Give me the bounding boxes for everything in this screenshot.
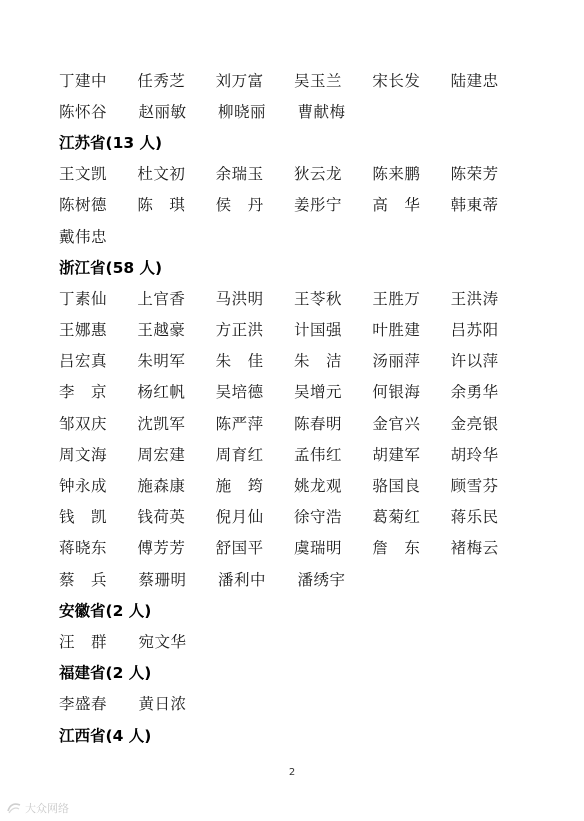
person-name: 钱 凯: [59, 508, 108, 527]
person-name: 吕宏真: [59, 352, 108, 371]
person-name: 何银海: [372, 383, 421, 402]
person-name: 王娜惠: [59, 321, 108, 340]
person-name: 许以萍: [450, 352, 499, 371]
person-name: 王文凯: [59, 165, 108, 184]
person-name: 傅芳芳: [137, 539, 186, 558]
person-name: 黄日浓: [138, 695, 187, 714]
person-name: 王洪涛: [450, 289, 499, 308]
name-row: [59, 438, 529, 469]
person-name: 李 京: [59, 383, 108, 402]
person-name: 葛菊红: [372, 508, 421, 527]
person-name: 计国强: [293, 321, 342, 340]
person-name: 狄云龙: [293, 165, 342, 184]
person-name: 方正洪: [215, 321, 264, 340]
person-name: 任秀芝: [137, 71, 186, 90]
person-name: 王苓秋: [293, 289, 342, 308]
person-name: 汤丽萍: [372, 352, 421, 371]
person-name: 蔡珊明: [138, 570, 187, 589]
person-name: 陈荣芳: [450, 165, 499, 184]
person-name: 杨红帆: [137, 383, 186, 402]
person-name: 姚龙观: [293, 477, 342, 496]
person-name: 陈来鹏: [372, 165, 421, 184]
province-heading: 安徽省(2 人): [59, 601, 152, 620]
person-name: 吕苏阳: [450, 321, 499, 340]
person-name: 韩東蒂: [450, 196, 499, 215]
person-name: 蒋晓东: [59, 539, 108, 558]
person-name: 吴玉兰: [293, 71, 342, 90]
person-name: 胡建军: [372, 445, 421, 464]
person-name: 周宏建: [137, 445, 186, 464]
person-name: 孟伟红: [293, 445, 342, 464]
name-row: [59, 563, 529, 594]
name-list: [59, 64, 529, 750]
page-number: 2: [288, 767, 296, 778]
name-row: [59, 376, 529, 407]
person-name: 宋长发: [372, 71, 421, 90]
person-name: 马洪明: [215, 289, 264, 308]
name-row: [59, 407, 529, 438]
person-name: 金亮银: [450, 414, 499, 433]
person-name: 刘万富: [215, 71, 264, 90]
person-name: 侯 丹: [215, 196, 264, 215]
person-name: 骆国良: [372, 477, 421, 496]
watermark-text: 大众网络: [25, 802, 69, 815]
person-name: 陈严萍: [215, 414, 264, 433]
person-name: 褚梅云: [450, 539, 499, 558]
person-name: 胡玲华: [450, 445, 499, 464]
person-name: 倪月仙: [215, 508, 264, 527]
person-name: 曹献梅: [297, 102, 346, 121]
person-name: 余勇华: [450, 383, 499, 402]
watermark: [6, 800, 69, 816]
person-name: 陈春明: [293, 414, 342, 433]
person-name: 吴培德: [215, 383, 264, 402]
name-row: [59, 469, 529, 500]
person-name: 王越豪: [137, 321, 186, 340]
province-heading: 福建省(2 人): [59, 664, 152, 683]
person-name: 顾雪芬: [450, 477, 499, 496]
person-name: 陈怀谷: [59, 102, 108, 121]
person-name: 朱 佳: [215, 352, 264, 371]
person-name: 丁建中: [59, 71, 108, 90]
person-name: 柳晓丽: [218, 102, 267, 121]
person-name: 舒国平: [215, 539, 264, 558]
name-row: [59, 532, 529, 563]
person-name: 姜彤宁: [293, 196, 342, 215]
name-row: [59, 189, 529, 220]
person-name: 上官香: [137, 289, 186, 308]
person-name: 施 筠: [215, 477, 264, 496]
person-name: 陈 琪: [137, 196, 186, 215]
name-row: [59, 282, 529, 313]
person-name: 陈树德: [59, 196, 108, 215]
person-name: 叶胜建: [372, 321, 421, 340]
province-heading: 浙江省(58 人): [59, 258, 163, 277]
person-name: 王胜万: [372, 289, 421, 308]
person-name: 杜文初: [137, 165, 186, 184]
person-name: 赵丽敏: [138, 102, 187, 121]
watermark-logo-icon: [6, 802, 22, 814]
person-name: 李盛春: [59, 695, 108, 714]
province-heading: 江西省(4 人): [59, 726, 152, 745]
person-name: 钟永成: [59, 477, 108, 496]
name-row: [59, 314, 529, 345]
name-row: [59, 345, 529, 376]
person-name: 朱明军: [137, 352, 186, 371]
person-name: 余瑞玉: [215, 165, 264, 184]
name-row: [59, 95, 529, 126]
person-name: 宛文华: [138, 632, 187, 651]
person-name: 蒋乐民: [450, 508, 499, 527]
person-name: 邹双庆: [59, 414, 108, 433]
person-name: 吴增元: [293, 383, 342, 402]
person-name: 蔡 兵: [59, 570, 108, 589]
person-name: 汪 群: [59, 632, 108, 651]
name-row: [59, 688, 529, 719]
name-row: [59, 158, 529, 189]
person-name: 徐守浩: [293, 508, 342, 527]
person-name: 潘绣宇: [297, 570, 346, 589]
person-name: 丁素仙: [59, 289, 108, 308]
person-name: 詹 东: [372, 539, 421, 558]
person-name: 周育红: [215, 445, 264, 464]
province-heading: 江苏省(13 人): [59, 133, 163, 152]
person-name: 沈凯军: [137, 414, 186, 433]
person-name: 周文海: [59, 445, 108, 464]
person-name: 陆建忠: [450, 71, 499, 90]
person-name: 施森康: [137, 477, 186, 496]
person-name: 虞瑞明: [293, 539, 342, 558]
person-name: 钱荷英: [137, 508, 186, 527]
person-name: 潘利中: [218, 570, 267, 589]
person-name: 戴伟忠: [59, 227, 108, 246]
name-row: [59, 625, 529, 656]
name-row: [59, 220, 529, 251]
person-name: 金官兴: [372, 414, 421, 433]
person-name: 朱 洁: [293, 352, 342, 371]
name-row: [59, 64, 529, 95]
name-row: [59, 501, 529, 532]
person-name: 高 华: [372, 196, 421, 215]
